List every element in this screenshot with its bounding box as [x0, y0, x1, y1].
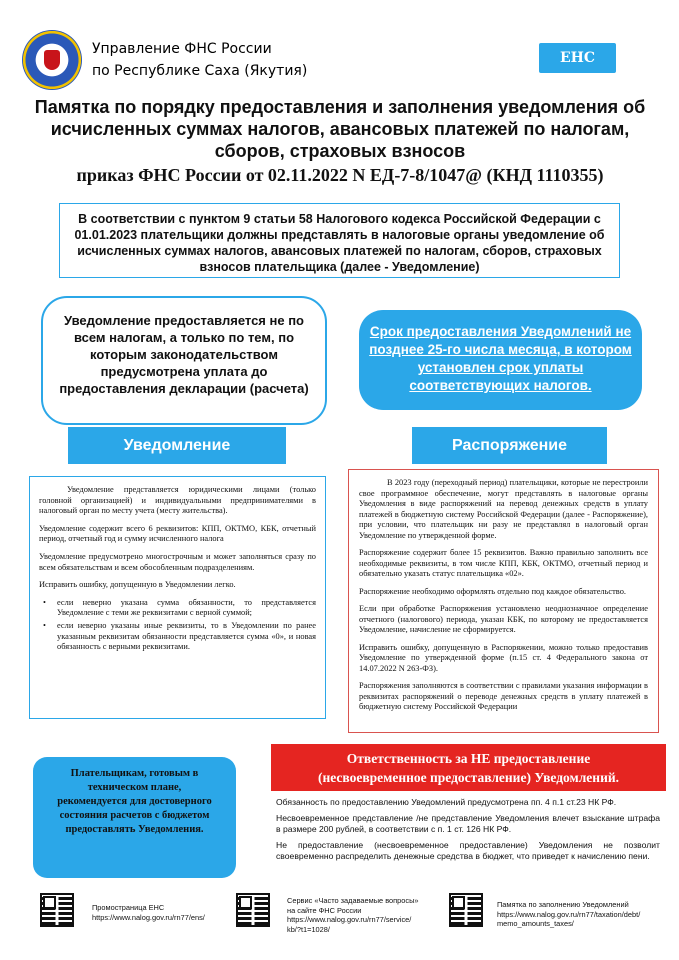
- title-line-1: Памятка по порядку предоставления и заполнения уведомления об: [34, 97, 646, 117]
- responsibility-paragraph-2: Несвоевременное представление /не представление Уведомления влечет взыскание штрафа в размере 200 рублей, в соответствии с п. 1 ст. 126 НК РФ.: [276, 813, 660, 834]
- fns-emblem-logo: [22, 30, 82, 90]
- qr-code-icon[interactable]: [449, 893, 483, 927]
- list-item: • если неверно указана сумма обязанности, то представляется Уведомление с теми же реквизитами с верной суммой;: [43, 597, 316, 618]
- order-paragraph-5: Исправить ошибку, допущенную в Распоряжении, можно только предоставив Уведомление по утвержденной форме (п.15 ст. 4 Федерального закона от 14.07.2022 N 263-ФЗ).: [359, 642, 648, 673]
- org-line-1: Управление ФНС России: [92, 41, 272, 57]
- order-paragraph-2: Распоряжение содержит более 15 реквизитов. Важно правильно заполнить все необходимые реквизиты, в том числе КПП, КБК, ОКТМО, отчетный период и обязательно указать статус плательщика «02».: [359, 548, 648, 578]
- order-details-box: [348, 469, 659, 733]
- notice-paragraph-3: Уведомление предусмотрено многострочным и может заполняться сразу по всем обязательствам и всем обособленным подразделениям.: [39, 551, 316, 572]
- order-paragraph-4: Если при обработке Распоряжения установлено неоднозначное определение отчетного (налогового) периода, указан КБК, по которому не предоставляется Уведомление, начисление не сформируется.: [359, 604, 648, 634]
- notice-bullets: [39, 598, 316, 653]
- responsibility-paragraph-3: Не предоставление (несвоевременное предоставление) Уведомления не позволит своевременно распределить денежные средства в бюджет, что приведет к начислению пени.: [276, 840, 660, 861]
- order-paragraph-3: Распоряжение необходимо оформлять отдельно под каждое обязательство.: [359, 586, 626, 596]
- organization-name: [92, 38, 307, 82]
- org-line-2: по Республике Саха (Якутия): [92, 63, 308, 79]
- banner-line-2: (несвоевременное предоставление) Уведомлений.: [317, 770, 620, 785]
- notice-scope-bubble: Уведомление предоставляется не по всем налогам, а только по тем, по которым законодательством предусмотрена уплата до предоставления декларации (расчета): [41, 296, 327, 425]
- qr-code-icon[interactable]: [236, 893, 270, 927]
- responsibility-paragraph-1: Обязанность по предоставлению Уведомлений предусмотрена пп. 4 п.1 ст.23 НК РФ.: [276, 797, 617, 807]
- qr-code-icon[interactable]: [40, 893, 74, 927]
- notice-paragraph-1: Уведомление представляется юридическими лицами (только головной организацией) и индивидуальными предпринимателями в налоговый орган по месту учета (месту жительства).: [39, 485, 316, 516]
- order-heading: Распоряжение: [412, 427, 607, 464]
- notice-details-box: [29, 476, 326, 719]
- recommendation-box: Плательщикам, готовым в техническом плане, рекомендуется для достоверного состояния расчетов с бюджетом предоставлять Уведомления.: [33, 757, 236, 878]
- responsibility-banner: [271, 744, 666, 791]
- page-title: [30, 96, 650, 162]
- bullet-icon: •: [43, 620, 46, 630]
- list-item: • если неверно указаны иные реквизиты, то в Уведомлении по ранее указанным реквизитам обязанности представляется сумма «0», и новая обязанность с верными реквизитами.: [43, 620, 316, 652]
- title-line-3: сборов, страховых взносов: [214, 141, 466, 161]
- bullet-icon: •: [43, 597, 46, 607]
- order-paragraph-6: Распоряжения заполняются в соответствии с правилами указания информации в реквизитах распоряжений о переводе денежных средств в уплату платежей в бюджетную систему Российской Федерации: [359, 681, 648, 711]
- deadline-bubble: Срок предоставления Уведомлений не позднее 25-го числа месяца, в котором установлен срок уплаты соответствующих налогов.: [359, 310, 642, 410]
- footer-link-ens[interactable]: Промостраница ЕНС https://www.nalog.gov.ru/rn77/ens/: [92, 903, 205, 922]
- order-reference: приказ ФНС России от 02.11.2022 N ЕД-7-8/1047@ (КНД 1110355): [76, 165, 604, 185]
- notice-paragraph-2: Уведомление содержит всего 6 реквизитов: КПП, ОКТМО, КБК, отчетный период, отчетный год и сумму исчисленного налога: [39, 523, 316, 544]
- title-line-2: исчисленных суммах налогов, авансовых платежей по налогам,: [50, 119, 630, 139]
- intro-box: В соответствии с пунктом 9 статьи 58 Налогового кодекса Российской Федерации с 01.01.2023 плательщики должны представлять в налоговые органы уведомление об исчисленных суммах налогов, авансовых платежей по налогам, сборов, страховых взносов плательщика (далее - Уведомление): [59, 203, 620, 278]
- ens-badge: ЕНС: [539, 43, 616, 73]
- notice-paragraph-4: Исправить ошибку, допущенную в Уведомлении легко.: [39, 580, 236, 590]
- order-paragraph-1: В 2023 году (переходный период) плательщики, которые не перестроили свое программное обеспечение, могут представлять в налоговые органы Уведомления в виде распоряжений на перевод денежных средств в уплату платежей в бюджетную систему Российской Федерации (далее - Распоряжение), при условии, что плательщик ни разу не представлял в налоговый орган Уведомление по утвержденной форме.: [359, 478, 648, 540]
- footer-link-faq[interactable]: Сервис «Часто задаваемые вопросы» на сайте ФНС России https://www.nalog.gov.ru/rn77/service/ kb/?t1=1028/: [287, 896, 419, 934]
- banner-line-1: Ответственность за НЕ предоставление: [346, 751, 591, 766]
- footer-link-memo[interactable]: Памятка по заполнению Уведомлений https://www.nalog.gov.ru/rn77/taxation/debt/ memo_amounts_taxes/: [497, 900, 641, 928]
- notice-heading: Уведомление: [68, 427, 286, 464]
